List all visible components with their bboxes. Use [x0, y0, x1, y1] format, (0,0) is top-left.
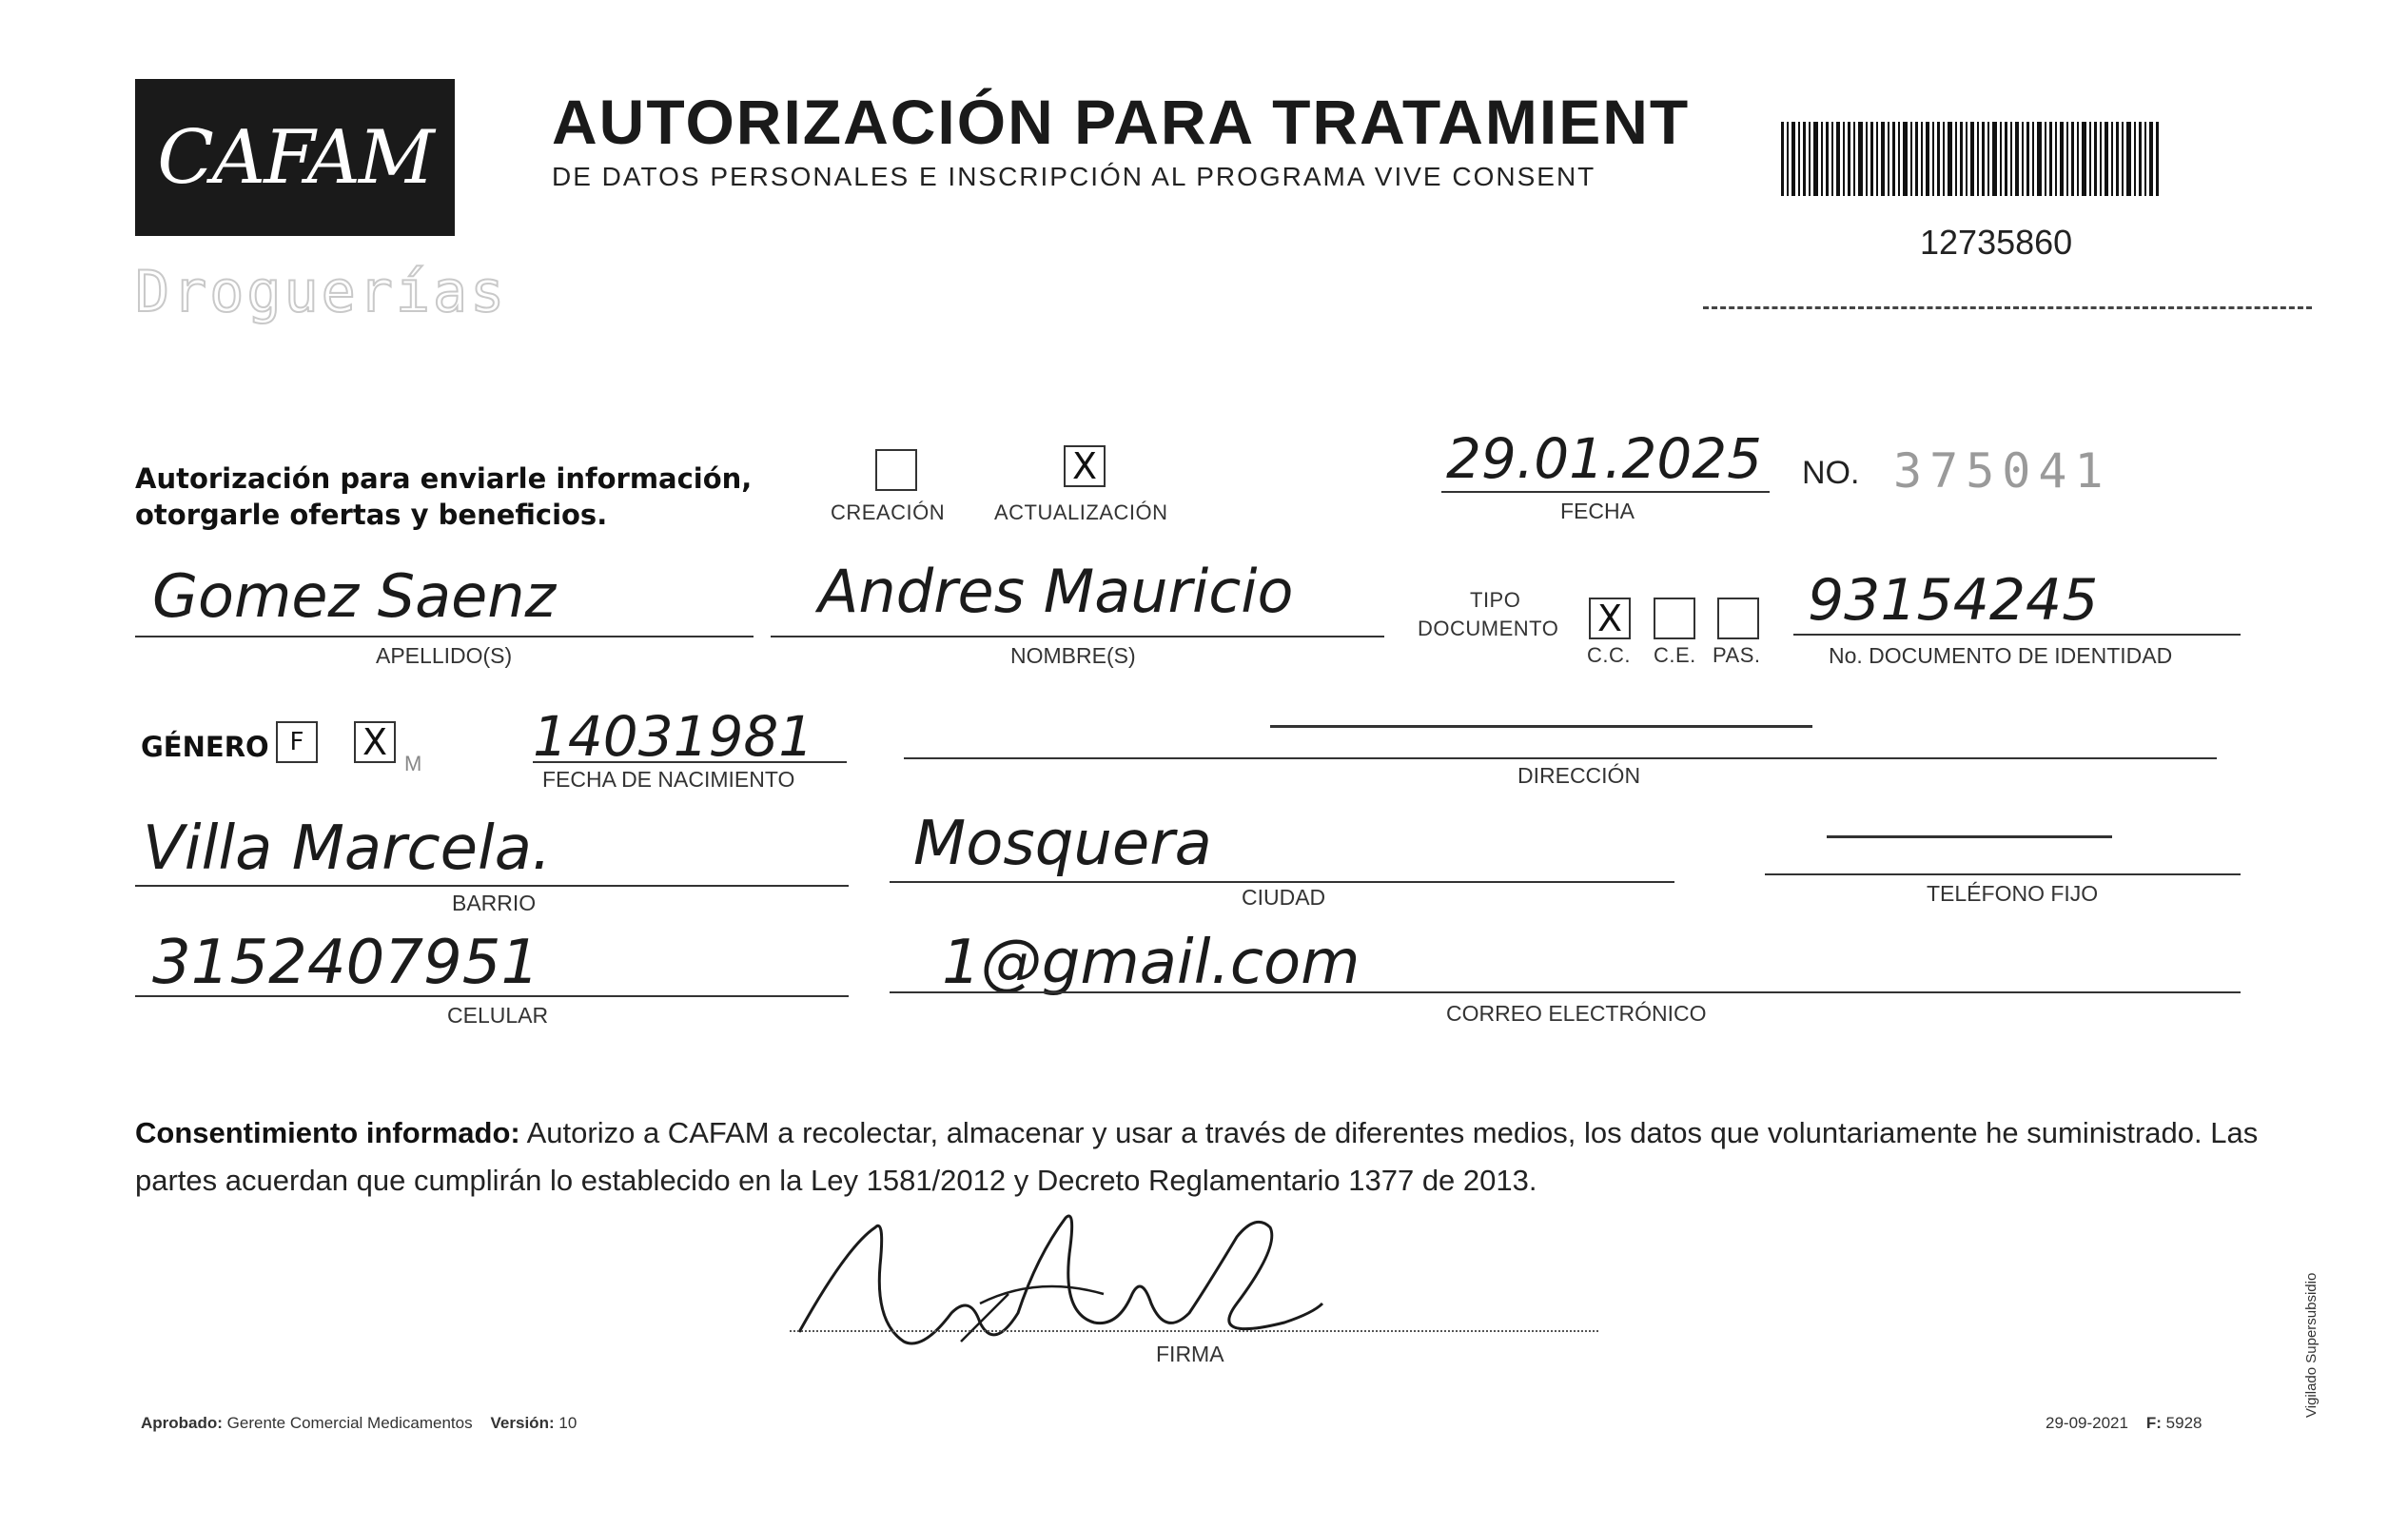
barcode	[1781, 122, 2162, 196]
nacimiento-line	[533, 761, 847, 763]
ciudad-label: CIUDAD	[1242, 885, 1326, 910]
tipo-documento-label-2: DOCUMENTO	[1418, 617, 1559, 640]
ciudad-line	[890, 881, 1674, 883]
genero-m-label: M	[404, 752, 422, 775]
cc-label: C.C.	[1587, 643, 1631, 667]
documento-value[interactable]: 93154245	[1808, 567, 2099, 634]
barrio-label: BARRIO	[452, 891, 537, 915]
pas-label: PAS.	[1713, 643, 1761, 667]
footer-left	[141, 1414, 577, 1433]
creacion-checkbox[interactable]	[875, 449, 917, 491]
cafam-logo	[135, 79, 455, 236]
form-title: AUTORIZACIÓN PARA TRATAMIENT	[552, 87, 1691, 157]
barcode-number: 12735860	[1920, 223, 2073, 262]
aprobado-value: Gerente Comercial Medicamentos	[226, 1414, 473, 1432]
genero-m-mark: X	[362, 721, 388, 763]
genero-label: GÉNERO	[141, 731, 269, 763]
footer-date: 29-09-2021	[2046, 1414, 2128, 1432]
vigilado-vertical-text: Vigilado Supersubsidio	[2303, 1272, 2320, 1418]
actualizacion-checkbox[interactable]: X	[1064, 445, 1106, 487]
ce-label: C.E.	[1654, 643, 1696, 667]
correo-value[interactable]: 1@gmail.com	[942, 928, 1361, 998]
numero-label: NO.	[1802, 455, 1860, 491]
fecha-value[interactable]: 29.01.2025	[1446, 426, 1763, 491]
creacion-label: CREACIÓN	[831, 500, 946, 524]
nacimiento-value[interactable]: 14031981	[533, 704, 814, 769]
intro-line-2: otorgarle ofertas y beneficios.	[135, 499, 608, 531]
version-label: Versión:	[490, 1414, 555, 1432]
celular-line	[135, 995, 849, 997]
firma-line[interactable]	[790, 1330, 1598, 1332]
tipo-documento-label-1: TIPO	[1470, 588, 1521, 612]
telefono-label: TELÉFONO FIJO	[1927, 881, 2099, 906]
aprobado-label: Aprobado:	[141, 1414, 223, 1432]
direccion-strike	[1270, 725, 1812, 728]
ciudad-value[interactable]: Mosquera	[913, 809, 1212, 879]
cc-checkbox[interactable]: X	[1589, 598, 1631, 639]
genero-f-label: F	[289, 728, 304, 756]
logo-text: CAFAM	[157, 114, 433, 201]
celular-value[interactable]: 3152407951	[152, 928, 540, 998]
nombres-value[interactable]: Andres Mauricio	[818, 557, 1294, 626]
intro-line-1: Autorización para enviarle información,	[135, 462, 753, 495]
signature-image	[790, 1208, 1341, 1370]
nombres-line	[771, 636, 1384, 637]
footer-right	[2046, 1414, 2202, 1433]
logo-subtitle: Droguerías	[135, 259, 508, 325]
firma-label: FIRMA	[1156, 1342, 1224, 1366]
correo-label: CORREO ELECTRÓNICO	[1446, 1001, 1707, 1026]
apellidos-label: APELLIDO(S)	[376, 643, 513, 668]
nacimiento-label: FECHA DE NACIMIENTO	[542, 767, 795, 792]
fecha-label: FECHA	[1560, 499, 1635, 523]
documento-label: No. DOCUMENTO DE IDENTIDAD	[1829, 643, 2173, 668]
direccion-label: DIRECCIÓN	[1517, 763, 1641, 788]
genero-m-checkbox[interactable]	[354, 721, 396, 763]
genero-f-checkbox[interactable]	[276, 721, 318, 763]
numero-value: 375041	[1893, 443, 2111, 499]
apellidos-value[interactable]: Gomez Saenz	[152, 561, 557, 631]
consent-heading: Consentimiento informado:	[135, 1116, 520, 1149]
telefono-strike	[1827, 835, 2112, 838]
apellidos-line	[135, 636, 754, 637]
pas-checkbox[interactable]	[1717, 598, 1759, 639]
direccion-line[interactable]	[904, 757, 2217, 759]
actualizacion-label: ACTUALIZACIÓN	[994, 500, 1168, 524]
intro-text	[135, 461, 752, 533]
barrio-line	[135, 885, 849, 887]
documento-line	[1793, 634, 2241, 636]
version-value: 10	[558, 1414, 578, 1432]
nombres-label: NOMBRE(S)	[1010, 643, 1136, 668]
barrio-value[interactable]: Villa Marcela.	[143, 814, 552, 884]
form-header	[552, 86, 1717, 192]
dashed-divider	[1703, 306, 2312, 309]
ce-checkbox[interactable]	[1654, 598, 1695, 639]
consent-text: Autorizo a CAFAM a recolectar, almacenar y usar a través de diferentes medios, los datos que voluntariamente he suministrado. Las partes acuerdan que cumplirán lo establecido en la Ley 1581/2012 y Decreto Reglamentario 1377 de 2013.	[135, 1116, 2259, 1197]
form-code-value: 5928	[2165, 1414, 2202, 1432]
correo-line	[890, 991, 2241, 993]
form-code-label: F:	[2145, 1414, 2162, 1432]
telefono-line[interactable]	[1765, 873, 2241, 875]
consent-paragraph	[135, 1109, 2266, 1205]
celular-label: CELULAR	[447, 1003, 549, 1028]
form-subtitle: DE DATOS PERSONALES E INSCRIPCIÓN AL PROGRAMA VIVE CONSENT	[552, 162, 1596, 191]
fecha-line	[1441, 491, 1770, 493]
